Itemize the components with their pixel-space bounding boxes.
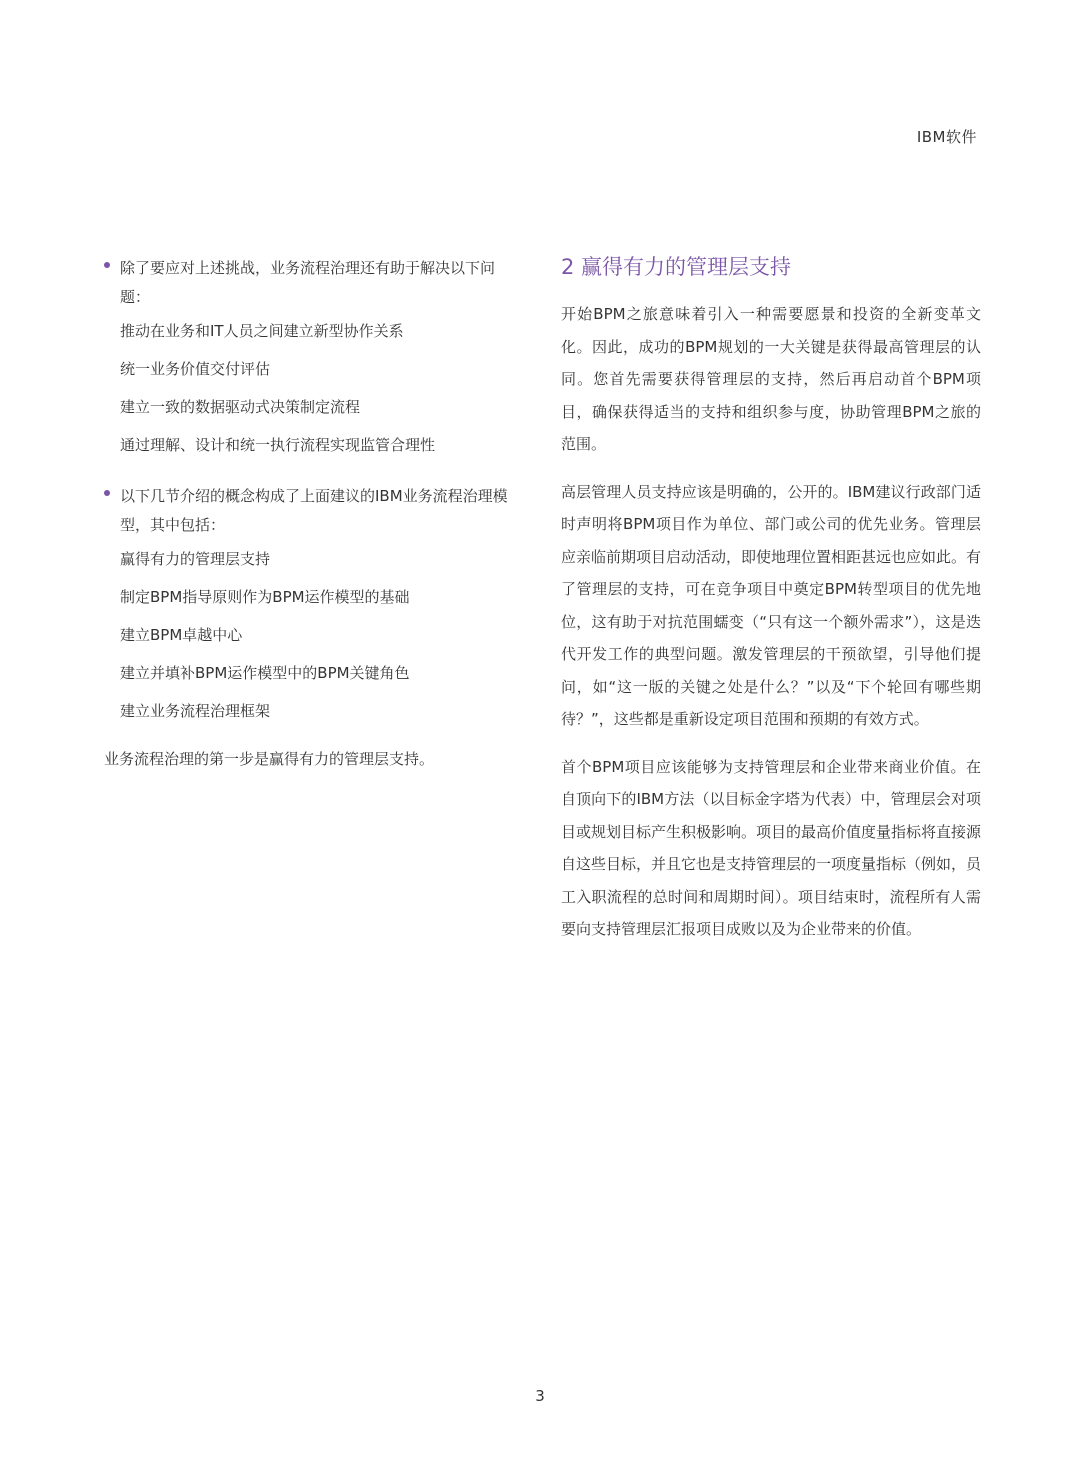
section-title: 2 赢得有力的管理层支持 — [561, 255, 792, 279]
header-brand: IBM软件 — [916, 128, 977, 146]
list-item: 建立一致的数据驱动式决策制定流程 — [120, 398, 361, 416]
bullet-dot-icon — [104, 262, 110, 268]
bullet-dot-icon — [104, 490, 110, 496]
closing-sentence: 业务流程治理的第一步是赢得有力的管理层支持。 — [104, 750, 435, 768]
bullet-block-2 — [104, 482, 524, 540]
bullet-text: 以下几节介绍的概念构成了上面建议的IBM业务流程治理模型，其中包括： — [120, 487, 508, 534]
left-column — [104, 254, 524, 769]
page-number: 3 — [535, 1387, 545, 1405]
paragraph: 首个BPM项目应该能够为支持管理层和企业带来商业价值。在自顶向下的IBM方法（以目标金字塔为代表）中，管理层会对项目或规划目标产生积极影响。项目的最高价值度量指标将直接源自这些目标，并且它也是支持管理层的一项度量指标（例如，员工入职流程的总时间和周期时间）。项目结束时，流程所有人需要向支持管理层汇报项目成败以及为企业带来的价值。 — [561, 757, 982, 938]
bullet-block-1 — [104, 254, 524, 312]
paragraph: 高层管理人员支持应该是明确的，公开的。IBM建议行政部门适时声明将BPM项目作为单位、部门或公司的优先业务。管理层应亲临前期项目启动活动，即使地理位置相距甚远也应如此。有了管理层的支持，可在竞争项目中奠定BPM转型项目的优先地位，这有助于对抗范围蠕变（“只有这一个额外需求”），这是迭代开发工作的典型问题。激发管理层的干预欲望，引导他们提问，如“这一版的关键之处是什么？”以及“下个轮回有哪些期待？”，这些都是重新设定项目范围和预期的有效方式。 — [561, 482, 982, 728]
list-item: 建立并填补BPM运作模型中的BPM关键角色 — [120, 664, 410, 682]
list-item: 制定BPM指导原则作为BPM运作模型的基础 — [120, 588, 410, 606]
list-item: 通过理解、设计和统一执行流程实现监管合理性 — [120, 436, 436, 454]
list-item: 统一业务价值交付评估 — [120, 360, 271, 378]
list-item: 建立BPM卓越中心 — [120, 626, 243, 644]
right-column — [561, 252, 981, 961]
list-item: 建立业务流程治理框架 — [120, 702, 271, 720]
list-item: 赢得有力的管理层支持 — [120, 550, 271, 568]
bullet-text: 除了要应对上述挑战，业务流程治理还有助于解决以下问题： — [120, 259, 496, 306]
paragraph: 开始BPM之旅意味着引入一种需要愿景和投资的全新变革文化。因此，成功的BPM规划的一大关键是获得最高管理层的认同。您首先需要获得管理层的支持，然后再启动首个BPM项目，确保获得适当的支持和组织参与度，协助管理BPM之旅的范围。 — [561, 305, 981, 453]
list-item: 推动在业务和IT人员之间建立新型协作关系 — [120, 322, 404, 340]
